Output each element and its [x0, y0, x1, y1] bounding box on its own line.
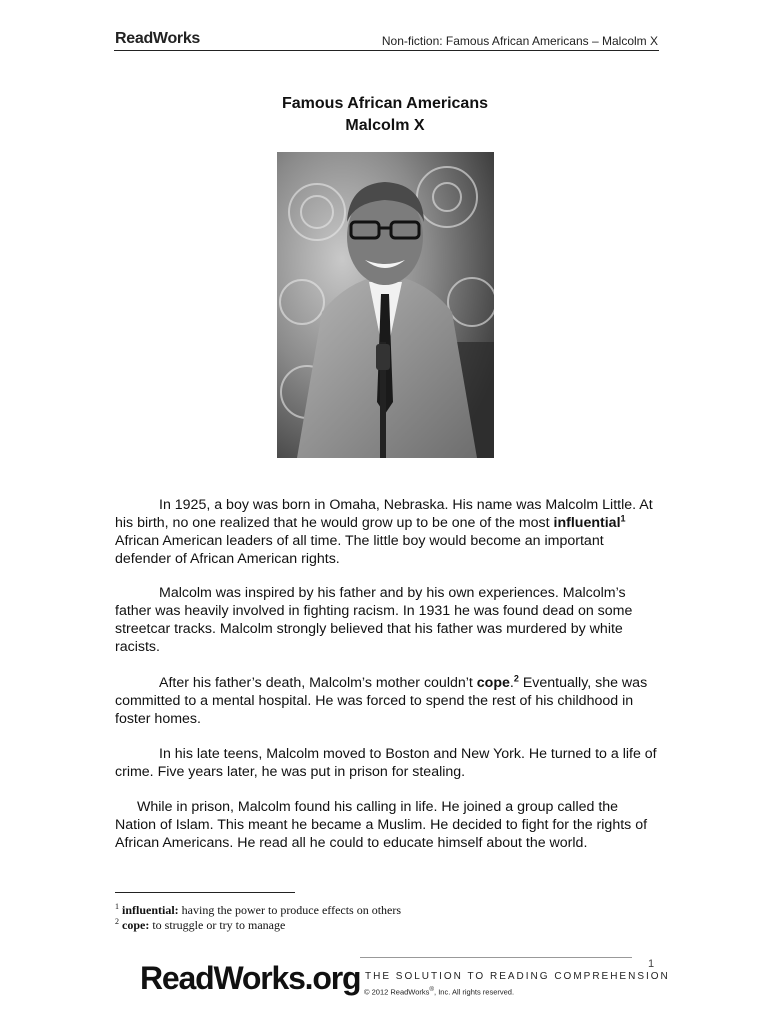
- registered-mark: ®: [429, 986, 435, 993]
- footnote-2-number: 2: [115, 917, 119, 926]
- paragraph-2-text: Malcolm was inspired by his father and by his own experiences. Malcolm’s father was heavily involved in fighting racism. In 1931 he was found dead on some streetcar tracks. Malcolm strongly believed that his father was murdered by white racists.: [115, 585, 633, 655]
- paragraph-1-text-a: In 1925, a boy was born in Omaha, Nebraska. His name was Malcolm Little. At his birth, no one realized that he would grow up to be one of the most: [115, 497, 653, 531]
- page-subtitle: Malcolm X: [345, 117, 425, 134]
- footnote-1: [115, 902, 401, 918]
- paragraph-5-text: While in prison, Malcolm found his calling in life. He joined a group called the Nation of Islam. This meant he became a Muslim. He decided to fight for the rights of African Americans. He read all he could to educate himself about the world.: [115, 799, 648, 851]
- paragraph-3: [115, 674, 660, 728]
- glossary-term-cope: cope: [476, 675, 510, 691]
- paragraph-1-text-b: African American leaders of all time. The little boy would become an important defender of African American rights.: [115, 533, 604, 567]
- paragraph-5: [115, 798, 660, 852]
- footer-tagline: THE SOLUTION TO READING COMPREHENSION: [365, 971, 670, 982]
- footnote-1-number: 1: [115, 902, 119, 911]
- paragraph-2: [115, 584, 660, 656]
- paragraph-3-text-a: After his father’s death, Malcolm’s mother couldn’t: [159, 675, 477, 691]
- footnote-ref-1: 1: [620, 513, 626, 524]
- footnote-1-term: influential:: [122, 903, 179, 917]
- footnote-divider: [115, 892, 295, 893]
- footer-logo: ReadWorks.org: [140, 960, 361, 996]
- footnote-2-definition: to struggle or try to manage: [152, 918, 286, 932]
- portrait-photo-illustration: [277, 152, 494, 458]
- footnote-2-term: cope:: [122, 918, 150, 932]
- paragraph-1: [115, 496, 660, 568]
- footer-divider: [360, 957, 632, 958]
- glossary-term-influential: influential: [553, 515, 621, 531]
- footer-copyright: [364, 986, 514, 997]
- paragraph-4-text: In his late teens, Malcolm moved to Boston and New York. He turned to a life of crime. Five years later, he was put in prison for stealing.: [115, 746, 657, 780]
- footer-copyright-a: © 2012 ReadWorks: [364, 987, 430, 997]
- page-number: 1: [648, 958, 655, 970]
- paragraph-3-period: .: [509, 675, 514, 691]
- paragraph-4: [115, 745, 660, 781]
- header-logo: ReadWorks: [115, 30, 201, 47]
- portrait-photo: [277, 152, 494, 458]
- footnote-2: [115, 917, 285, 933]
- header-divider: [114, 50, 659, 51]
- page-title: Famous African Americans: [282, 95, 488, 112]
- footnote-1-definition: having the power to produce effects on others: [181, 903, 402, 917]
- footnote-ref-2: 2: [513, 673, 519, 684]
- header-subject: Non-fiction: Famous African Americans – Malcolm X: [381, 34, 658, 48]
- footer-copyright-b: , Inc. All rights reserved.: [434, 987, 515, 997]
- paragraph-3-text-b: Eventually, she was committed to a mental hospital. He was forced to spend the rest of his childhood in foster homes.: [115, 675, 648, 727]
